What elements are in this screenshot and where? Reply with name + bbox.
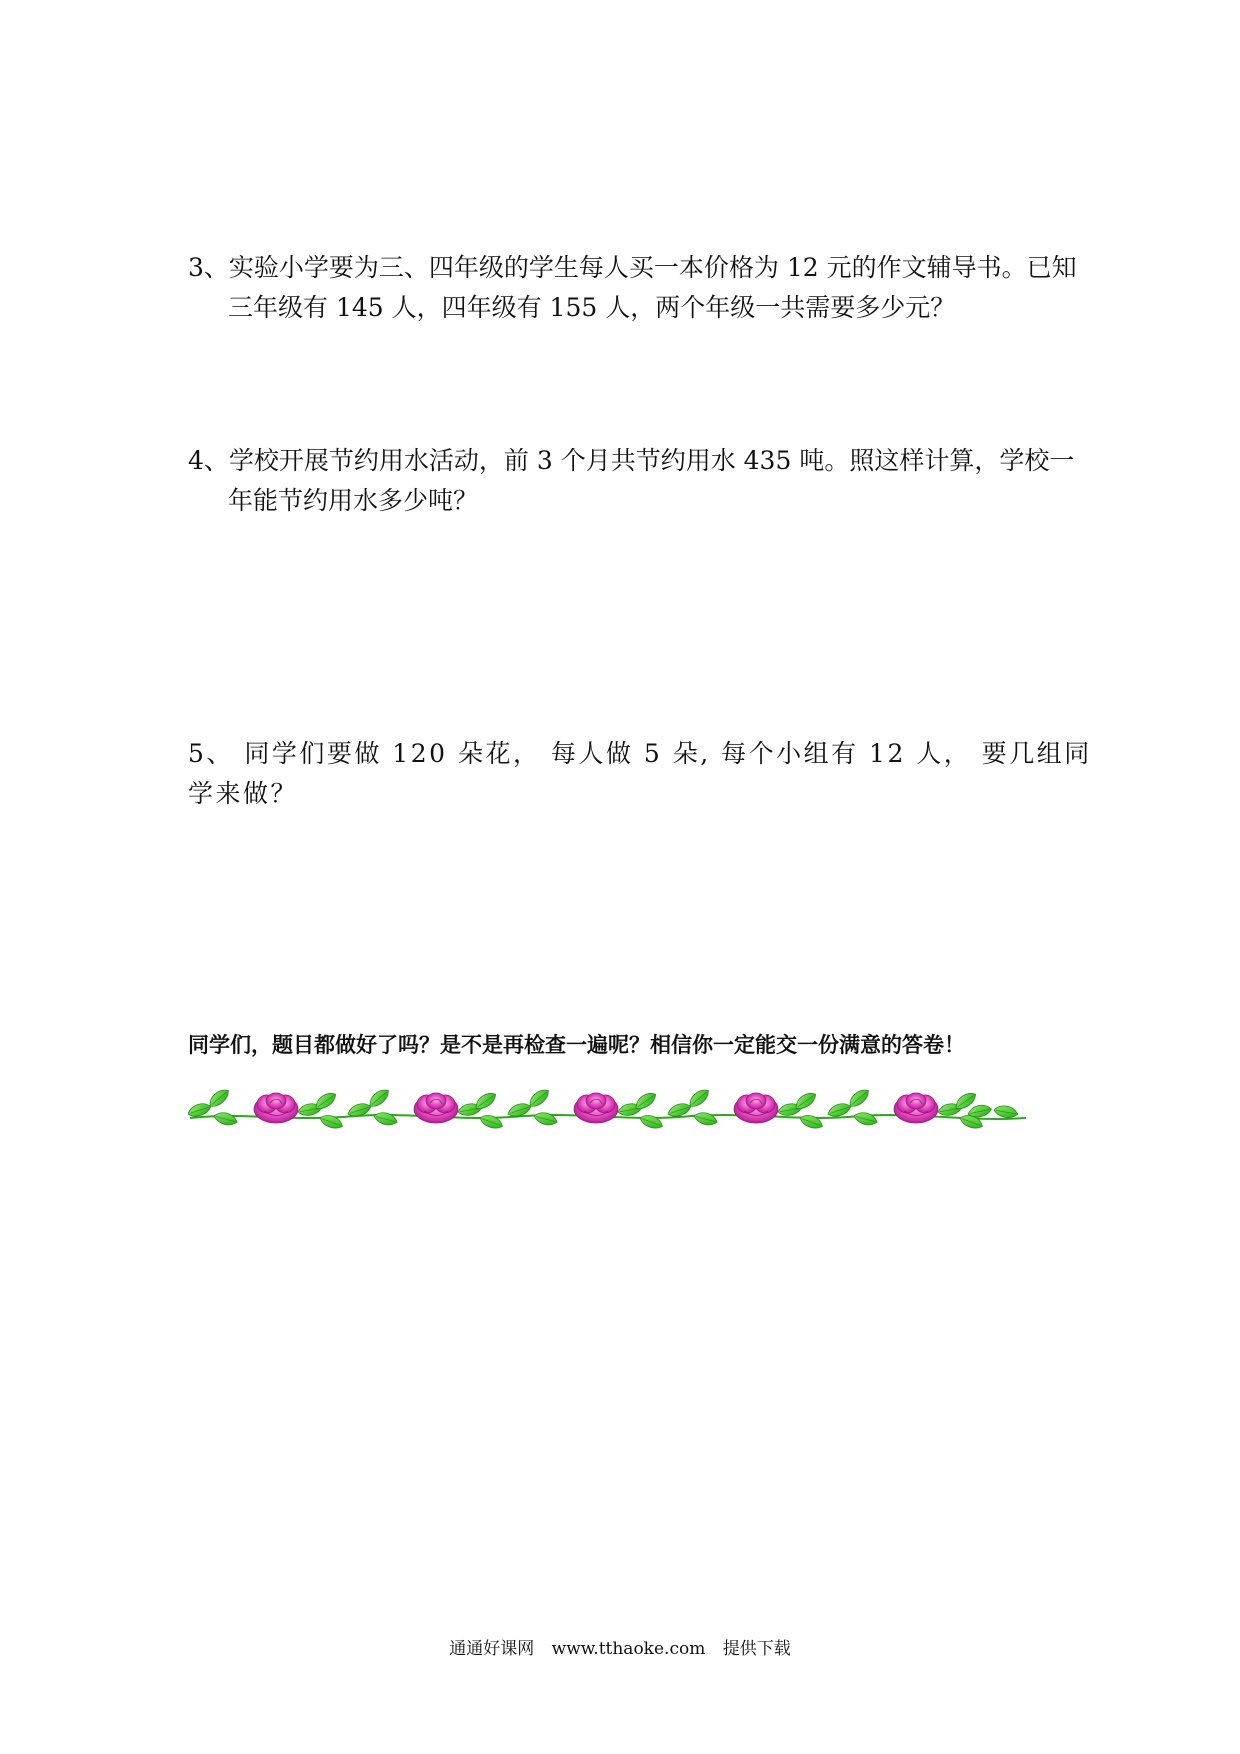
footer-site-name: 通通好课网 xyxy=(449,1639,535,1659)
problem-3-line-2: 三年级有 145 人，四年级有 155 人，两个年级一共需要多少元？ xyxy=(228,293,956,322)
problem-4-line-2: 年能节约用水多少吨？ xyxy=(228,486,479,515)
flower-vine-border-icon xyxy=(188,1082,1028,1132)
problem-3 xyxy=(188,248,1077,328)
footer-suffix: 提供下载 xyxy=(722,1639,791,1659)
footer-url[interactable]: www.tthaoke.com xyxy=(551,1639,706,1659)
problem-4-line-1: 4、学校开展节约用水活动，前 3 个月共节约用水 435 吨。照这样计算，学校一 xyxy=(188,446,1075,475)
problem-5-line-2: 学来做？ xyxy=(188,779,299,808)
problem-5 xyxy=(188,734,1092,814)
closing-message: 同学们，题目都做好了吗？是不是再检查一遍呢？相信你一定能交一份满意的答卷！ xyxy=(188,1033,965,1057)
problem-5-line-1: 5、 同学们要做 120 朵花， 每人做 5 朵, 每个小组有 12 人， 要几组同 xyxy=(188,739,1092,768)
problem-4 xyxy=(188,441,1075,521)
footer xyxy=(0,1637,1240,1661)
problem-3-line-1: 3、实验小学要为三、四年级的学生每人买一本价格为 12 元的作文辅导书。已知 xyxy=(188,253,1077,282)
